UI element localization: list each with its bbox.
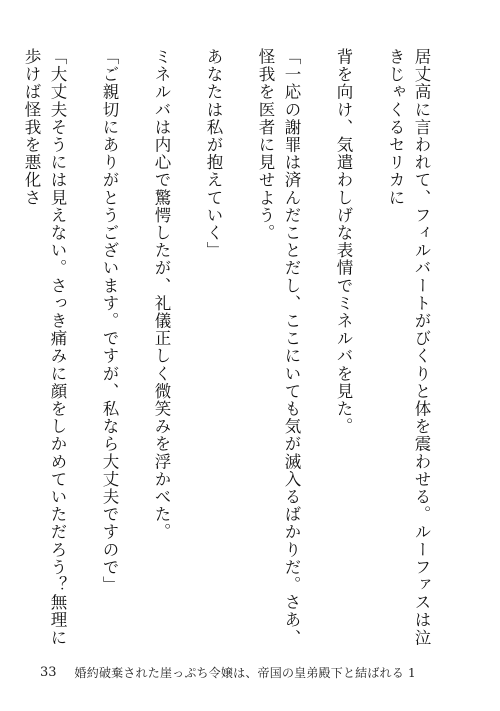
vertical-text-body [22,48,460,648]
text-line: 「ご親切にありがとうございます。ですが、私なら大丈夫ですので」 [100,48,119,594]
book-title: 婚約破棄された崖っぷち令嬢は、帝国の皇弟殿下と結ばれる 1 [74,665,416,680]
text-line: あなたは私が抱えていく」 [204,48,223,260]
page-footer [40,662,470,682]
text-line: 居丈高に言われて、フィルバートがびくりと体を震わせる。ルーファスは泣きじゃくるセリカに [386,48,431,647]
text-line: 「大丈夫そうには見えない。さっき痛みに顔をしかめていただろう？無理に歩けば怪我を悪化さ [22,48,67,647]
text-line: 「一応の謝罪は済んだことだし、ここにいても気が滅入るばかりだ。さあ、怪我を医者に見せよう。 [256,48,301,647]
text-line: ミネルバは内心で驚愕したが、礼儀正しく微笑みを浮かべた。 [152,48,171,541]
text-line: 背を向け、気遣わしげな表情でミネルバを見た。 [334,48,353,436]
page-number: 33 [40,664,57,680]
